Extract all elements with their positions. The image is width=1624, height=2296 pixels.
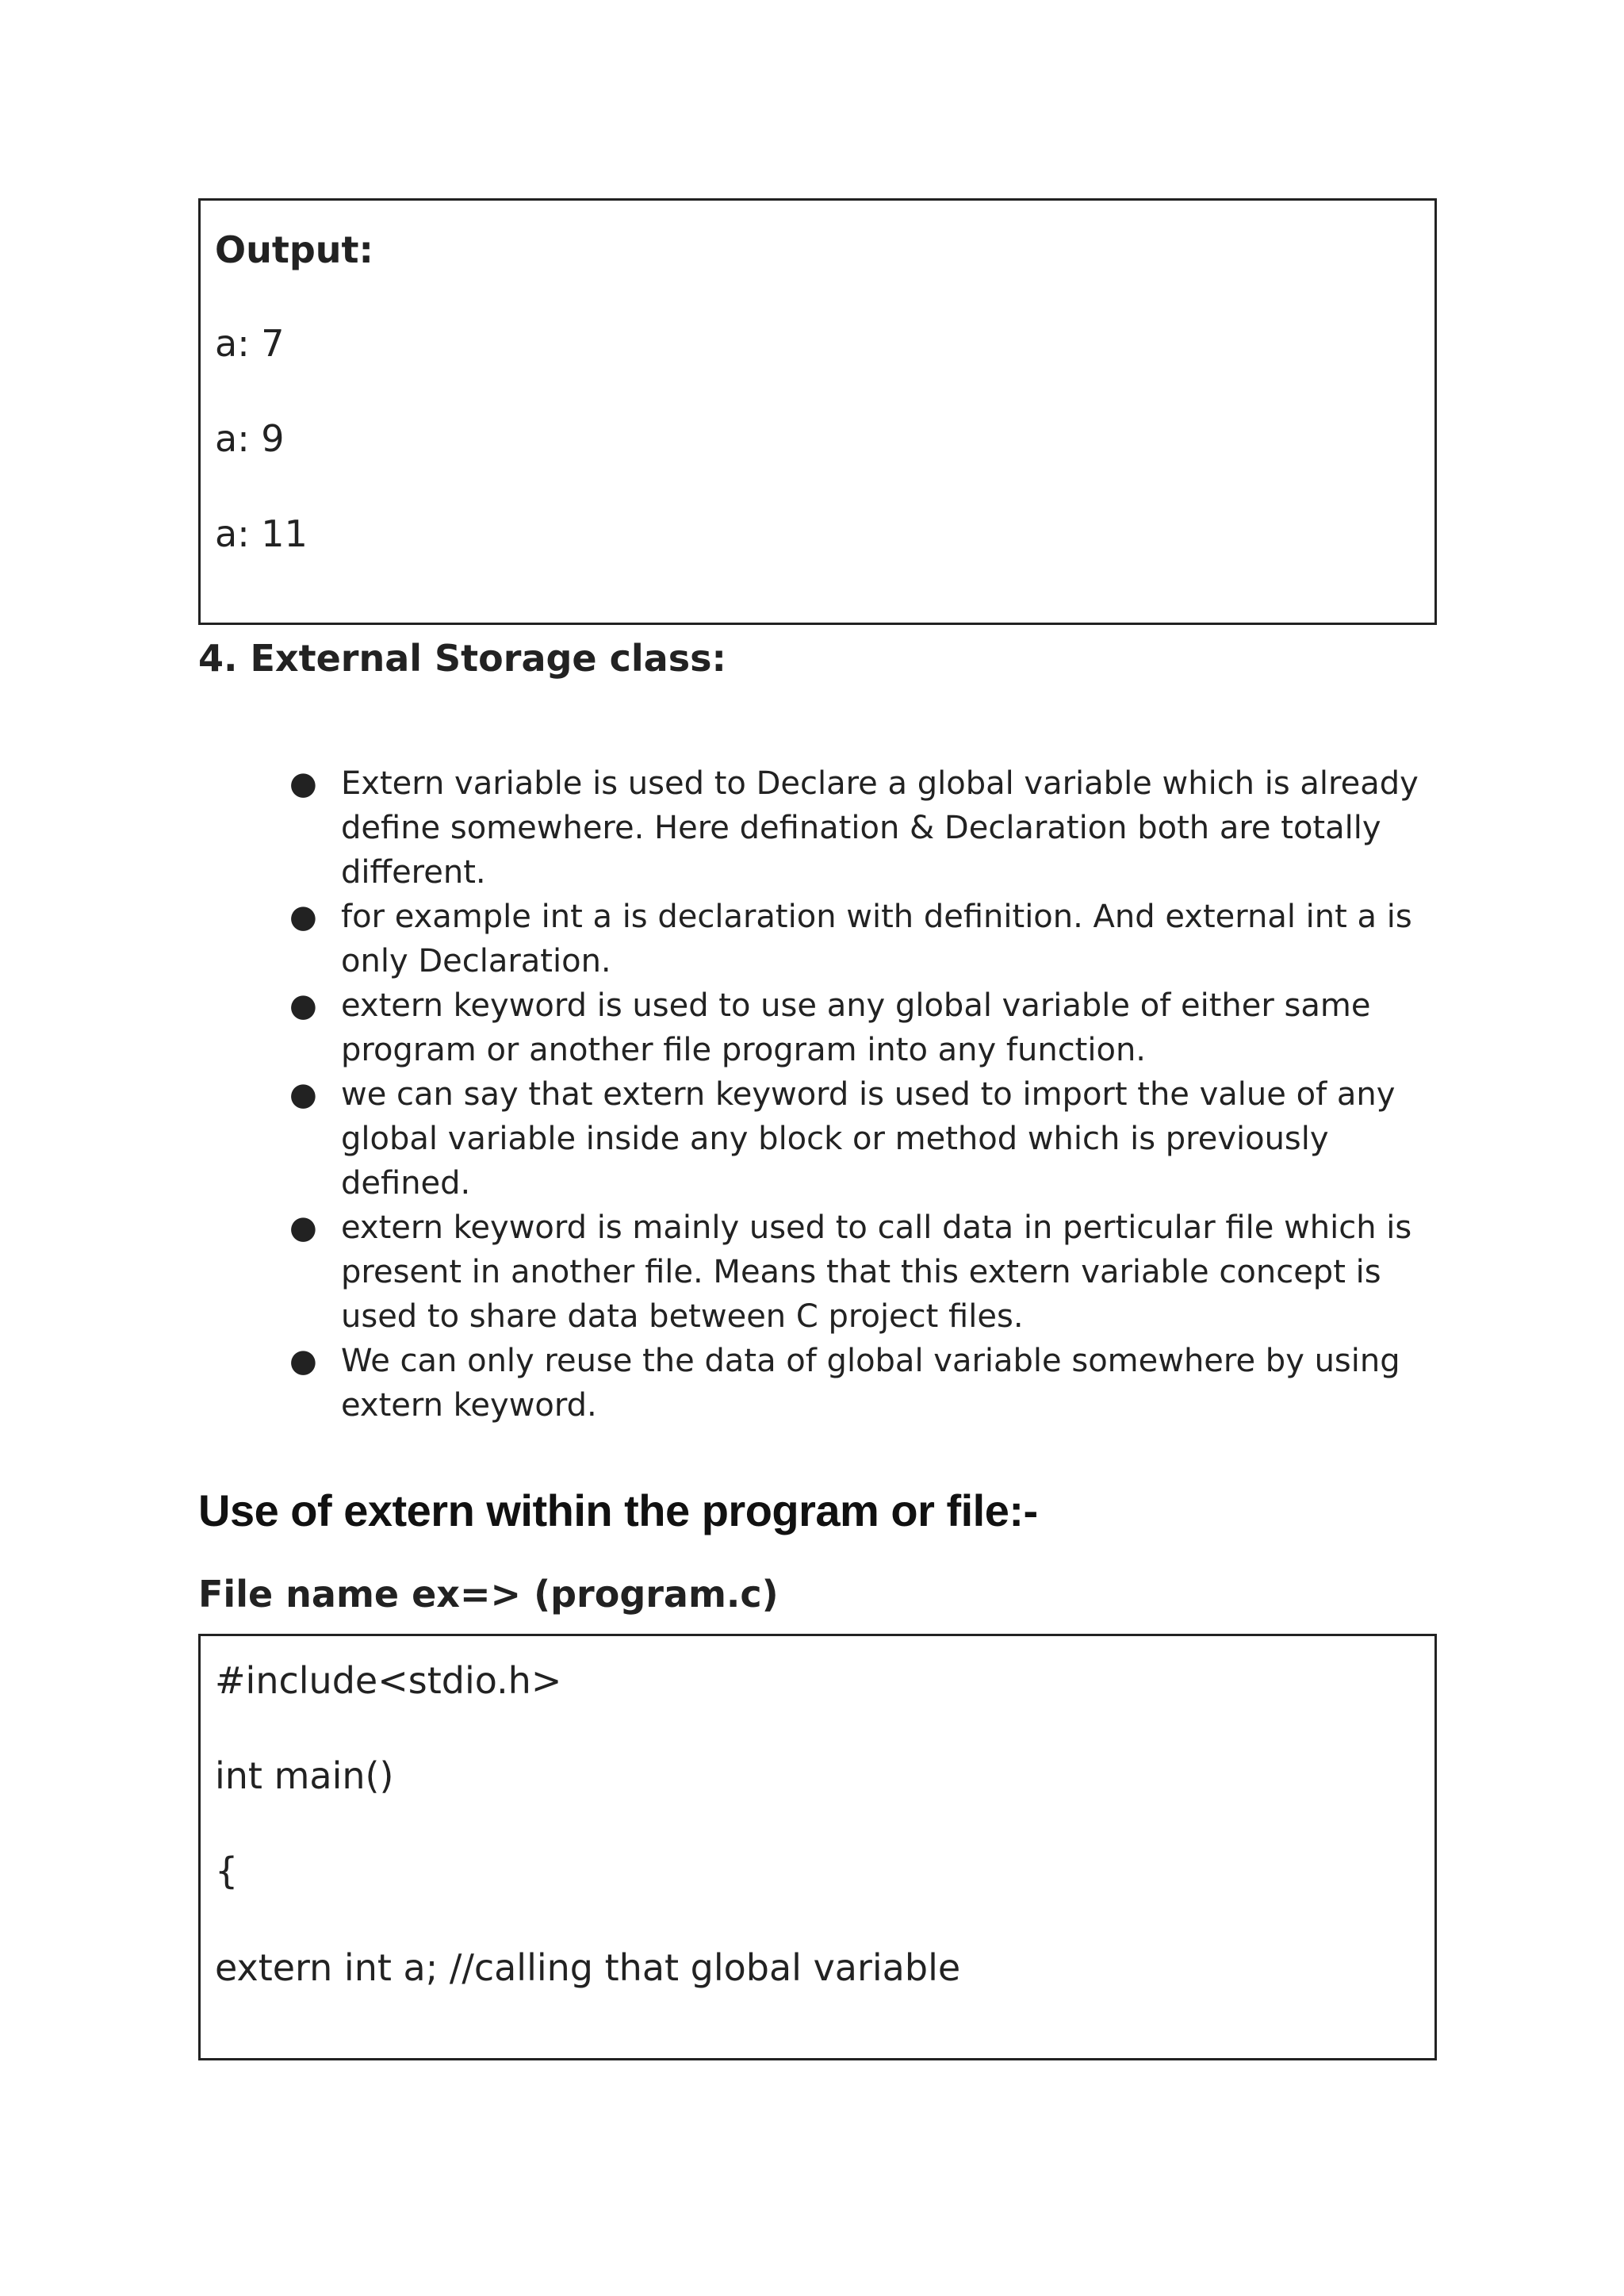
- bullet-line: extern keyword.: [341, 1387, 597, 1424]
- code-line: #include<stdio.h>: [215, 1659, 562, 1702]
- usage-heading: Use of extern within the program or file:-: [198, 1485, 1038, 1535]
- bullet-item: [289, 761, 1439, 895]
- bullet-line: different.: [341, 854, 486, 891]
- bullet-dot-icon: ●: [289, 765, 317, 802]
- bullet-line: define somewhere. Here defination & Declaration both are totally: [341, 810, 1381, 846]
- bullet-line: Extern variable is used to Declare a global variable which is already: [341, 765, 1419, 802]
- output-box: [198, 198, 1437, 625]
- code-line: {: [215, 1849, 239, 1892]
- bullet-line: We can only reuse the data of global variable somewhere by using: [341, 1343, 1400, 1379]
- bullet-list: [289, 761, 1439, 1428]
- bullet-line: extern keyword is mainly used to call data in perticular file which is: [341, 1209, 1412, 1246]
- bullet-dot-icon: ●: [289, 1076, 317, 1113]
- file-name-label: File name ex=> (program.c): [198, 1573, 779, 1616]
- bullet-line: defined.: [341, 1165, 471, 1202]
- bullet-line: extern keyword is used to use any global variable of either same: [341, 987, 1371, 1024]
- output-line: a: 11: [215, 512, 308, 555]
- bullet-line: present in another file. Means that this extern variable concept is: [341, 1254, 1381, 1290]
- bullet-dot-icon: ●: [289, 1343, 317, 1379]
- bullet-item: [289, 983, 1439, 1072]
- bullet-line: only Declaration.: [341, 943, 611, 979]
- bullet-item: [289, 895, 1439, 983]
- bullet-item: [289, 1339, 1439, 1428]
- section-heading: 4. External Storage class:: [198, 637, 726, 680]
- bullet-dot-icon: ●: [289, 899, 317, 935]
- output-line: a: 9: [215, 417, 285, 460]
- bullet-dot-icon: ●: [289, 1209, 317, 1246]
- output-line: a: 7: [215, 322, 285, 365]
- bullet-line: for example int a is declaration with definition. And external int a is: [341, 899, 1412, 935]
- code-box: [198, 1634, 1437, 2060]
- bullet-dot-icon: ●: [289, 987, 317, 1024]
- output-title: Output:: [215, 228, 373, 271]
- bullet-line: global variable inside any block or method which is previously: [341, 1121, 1329, 1157]
- code-line: int main(): [215, 1754, 394, 1797]
- bullet-item: [289, 1072, 1439, 1205]
- code-line: extern int a; //calling that global variable: [215, 1946, 961, 1989]
- bullet-line: used to share data between C project files.: [341, 1298, 1024, 1335]
- bullet-item: [289, 1205, 1439, 1339]
- bullet-line: program or another file program into any function.: [341, 1032, 1147, 1068]
- bullet-line: we can say that extern keyword is used to import the value of any: [341, 1076, 1396, 1113]
